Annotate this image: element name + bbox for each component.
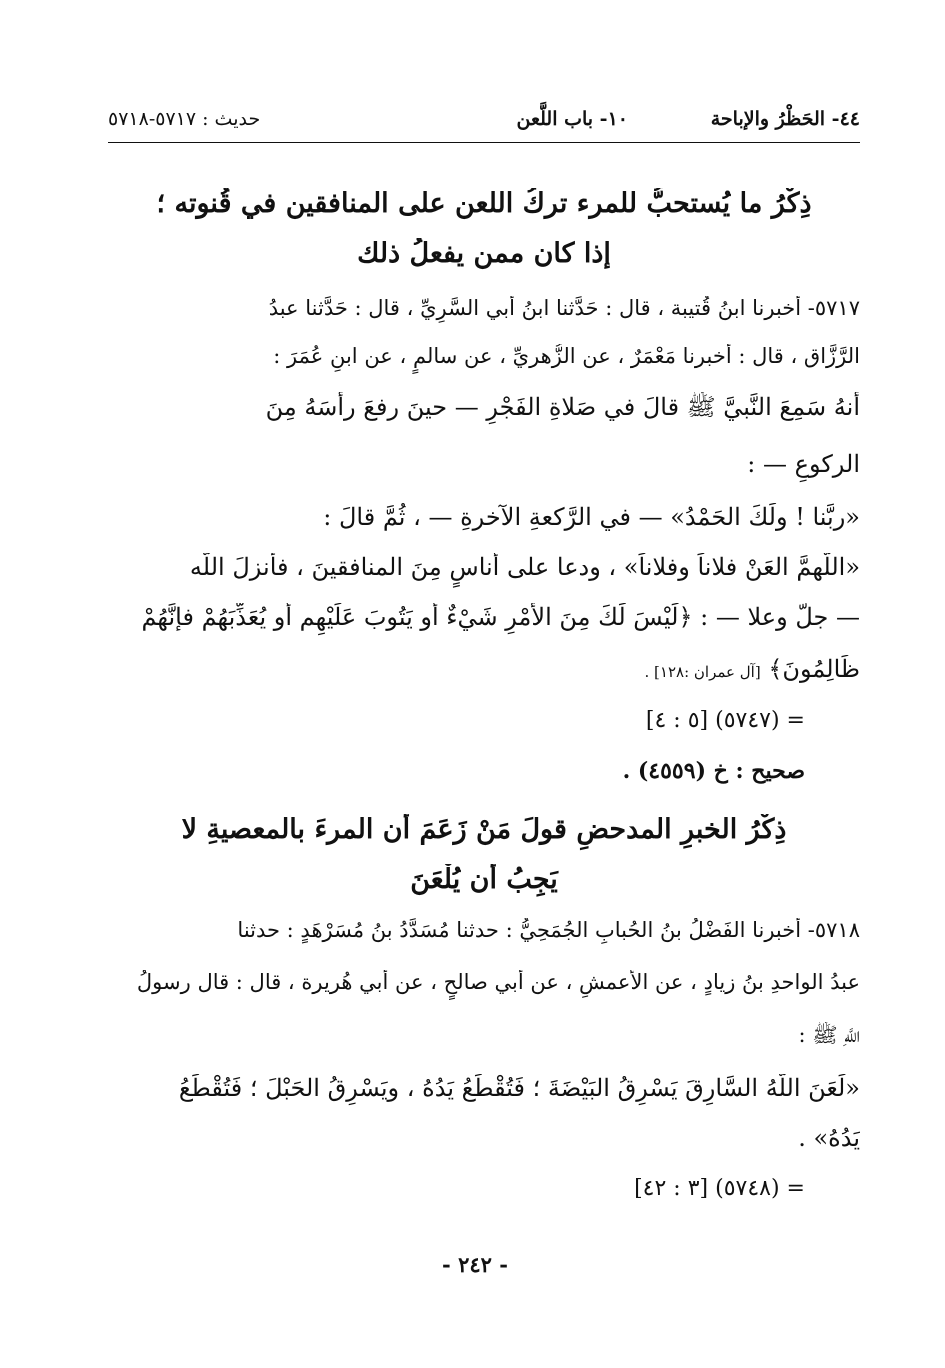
matn-line: ظَالِمُونَ﴾ [768, 655, 860, 683]
chapter-title: ١٠- باب اللَّعن [516, 108, 628, 130]
section-heading-line: إذا كان ممن يفعلُ ذلك [357, 238, 611, 269]
header-divider [108, 142, 860, 143]
section-heading-line: ذِكْرُ ما يُستحبُّ للمرء تركُ اللعن على المنافقين في قُنوته ؛ [156, 188, 812, 219]
matn-line: «لَعَنَ اللَّهُ السَّارِقَ يَسْرِقُ البَيْضَةَ ؛ فَتُقْطَعُ يَدُهُ ، ويَسْرِقُ الحَبْلَ ؛ فَتُقْطَعُ [178, 1074, 860, 1102]
matn-line: «ربَّنا ! ولَكَ الحَمْدُ» — في الرَّكعةِ الآخرةِ — ، ثُمَّ قالَ : [323, 503, 860, 531]
running-header [108, 98, 860, 142]
matn-line: أنهُ سَمِعَ النَّبيَّ ﷺ قالَ في صَلاةِ الفَجْرِ — حينَ رفعَ رأسَهُ مِنَ [265, 393, 860, 421]
matn-last-line [108, 655, 860, 693]
matn-line: — جلَّ وعلا — : ﴿لَيْسَ لَكَ مِنَ الأَمْرِ شَيْءٌ أو يَتُوبَ عَلَيْهِم أو يُعَذِّبَهُمْ فإنَّهُمْ [141, 603, 860, 631]
isnad-line: ٥٧١٧- أخبرنا ابنُ قُتيبة ، قال : حَدَّثنا ابنُ أبي السَّرِيِّ ، قال : حَدَّثنا عبدُ [268, 296, 860, 320]
matn-line: الركوعِ — : [747, 450, 860, 478]
isnad-line: اللَّهِ ﷺ : [798, 1023, 860, 1047]
isnad-line: الرَّزَّاق ، قال : أخبرنا مَعْمَرٌ ، عن الزُّهريِّ ، عن سالمٍ ، عن ابنِ عُمَرَ : [273, 344, 860, 368]
isnad-line: ٥٧١٨- أخبرنا الفَضْلُ بنُ الحُبابِ الجُمَحِيُّ : حدثنا مُسَدَّدُ بنُ مُسَرْهَدٍ : حدثنا [237, 918, 860, 942]
cross-reference: = (٥٧٤٧) [٥ : ٤] [645, 708, 805, 733]
section-heading-line: يَجِبُ أن يُلْعَنَ [410, 864, 558, 895]
page-number: - ٢٤٢ - [442, 1252, 508, 1277]
hadith-grade: صحيح : خ (٤٥٥٩) . [622, 758, 805, 784]
matn-line: «اللَّهمَّ العَنْ فلاناً وفلاناً» ، ودعا على أُناسٍ مِنَ المنافقينَ ، فأنزلَ اللَّه [189, 553, 860, 581]
quran-reference: [آل عمران :١٢٨] . [644, 663, 761, 681]
section-heading-line: ذِكْرُ الخبرِ المدحضِ قولَ مَنْ زَعَمَ أن المرءَ بالمعصيةِ لا [181, 814, 787, 845]
hadith-range: حديث : ٥٧١٧-٥٧١٨ [108, 108, 261, 130]
matn-line: يَدُهُ» . [798, 1124, 860, 1152]
cross-reference: = (٥٧٤٨) [٣ : ٤٢] [634, 1176, 805, 1201]
book-title: ٤٤- الحَظْرُ والإباحة [710, 108, 860, 130]
isnad-line: عبدُ الواحدِ بنُ زيادٍ ، عن الأعمشِ ، عن أبي صالحٍ ، عن أبي هُريرة ، قال : قال رسولُ [136, 970, 860, 994]
